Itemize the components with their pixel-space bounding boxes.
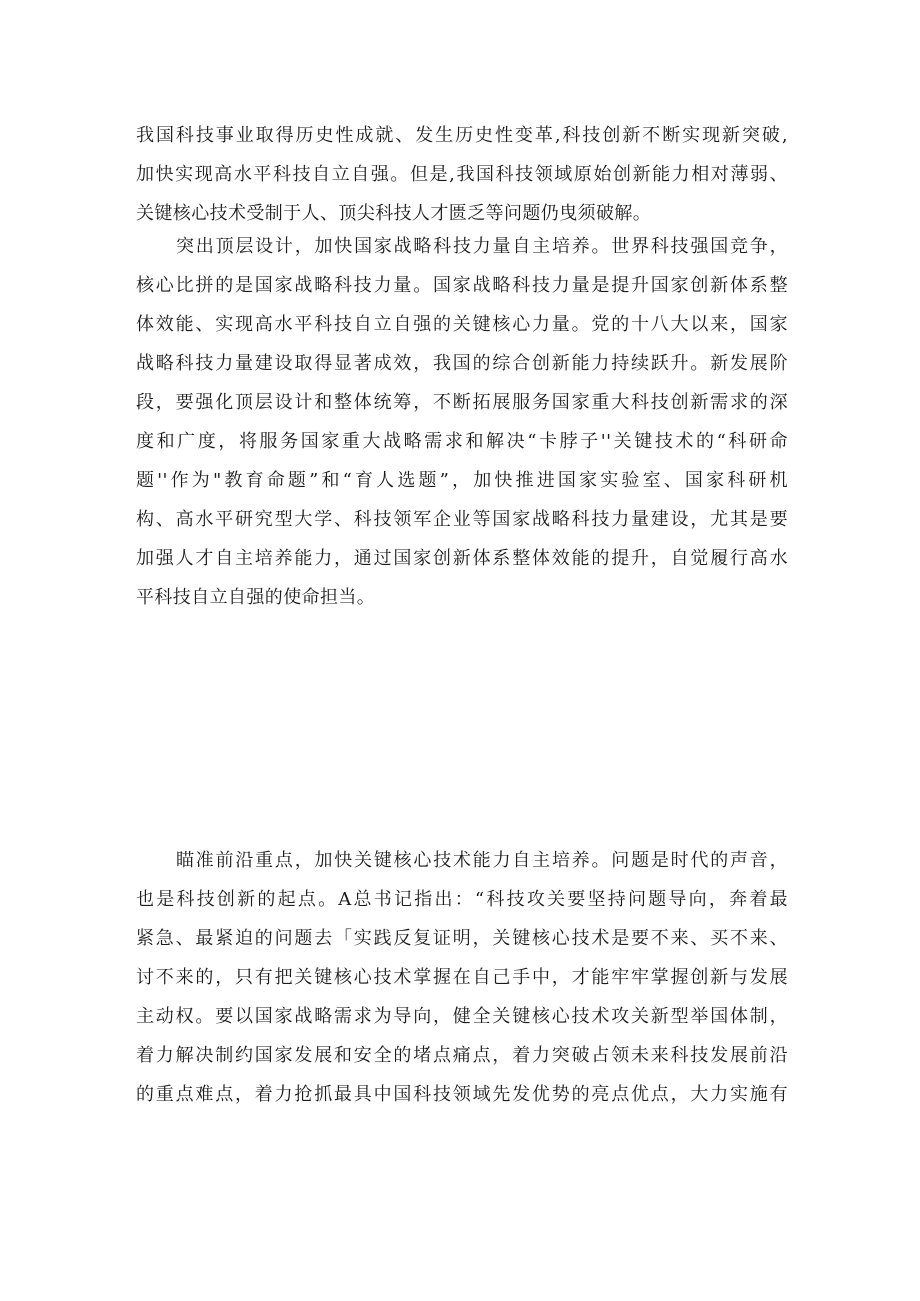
text-line: 度和广度，将服务国家重大战略需求和解决“卡脖子''关键技术的“科研命 xyxy=(136,431,788,452)
text-line: 关键核心技术受制于人、顶尖科技人才匮乏等问题仍曳须破解。 xyxy=(136,203,652,224)
text-line: 构、高水平研究型大学、科技领军企业等国家战略科技力量建设，尤其是要 xyxy=(136,509,788,530)
text-line: 紧急、最紧迫的问题去「实践反复证明，关键核心技术是要不来、买不来、 xyxy=(136,928,788,949)
text-line: 瞄准前沿重点，加快关键核心技术能力自主培养。问题是时代的声音， xyxy=(176,850,788,871)
text-line: 段，要强化顶层设计和整体统筹，不断拓展服务国家重大科技创新需求的深 xyxy=(136,392,788,413)
text-line: 平科技自立自强的使命担当。 xyxy=(136,587,376,608)
text-line: 的重点难点，着力抢抓最具中国科技领域先发优势的亮点优点，大力实施有 xyxy=(136,1084,788,1105)
text-line: 加快实现高水平科技自立自强。但是,我国科技领域原始创新能力相对薄弱、 xyxy=(136,164,788,185)
text-line: 也是科技创新的起点。A总书记指出：“科技攻关要坚持问题导向，奔着最 xyxy=(136,889,788,910)
text-line: 战略科技力量建设取得显著成效，我国的综合创新能力持续跃升。新发展阶 xyxy=(136,353,788,374)
paragraph-2 xyxy=(136,227,788,617)
paragraph-3 xyxy=(136,841,788,1114)
text-line: 着力解决制约国家发展和安全的堵点痛点，着力突破占领未来科技发展前沿 xyxy=(136,1045,788,1066)
text-line: 加强人才自主培养能力，通过国家创新体系整体效能的提升，自觉履行高水 xyxy=(136,548,788,569)
text-line: 核心比拼的是国家战略科技力量。国家战略科技力量是提升国家创新体系整 xyxy=(136,275,788,296)
text-line: 体效能、实现高水平科技自立自强的关键核心力量。党的十八大以来，国家 xyxy=(136,314,788,335)
text-line: 突出顶层设计，加快国家战略科技力量自主培养。世界科技强国竞争， xyxy=(176,236,788,257)
text-line: 题''作为"教育命题”和“育人选题”，加快推进国家实验室、国家科研机 xyxy=(136,470,788,491)
text-line: 主动权。要以国家战略需求为导向，健全关键核心技术攻关新型举国体制， xyxy=(136,1006,788,1027)
text-line: 讨不来的，只有把关键核心技术掌握在自己手中，才能牢牢掌握创新与发展 xyxy=(136,967,788,988)
text-line: 我国科技事业取得历史性成就、发生历史性变革,科技创新不断实现新突破, xyxy=(136,125,788,146)
paragraph-1 xyxy=(136,116,788,233)
